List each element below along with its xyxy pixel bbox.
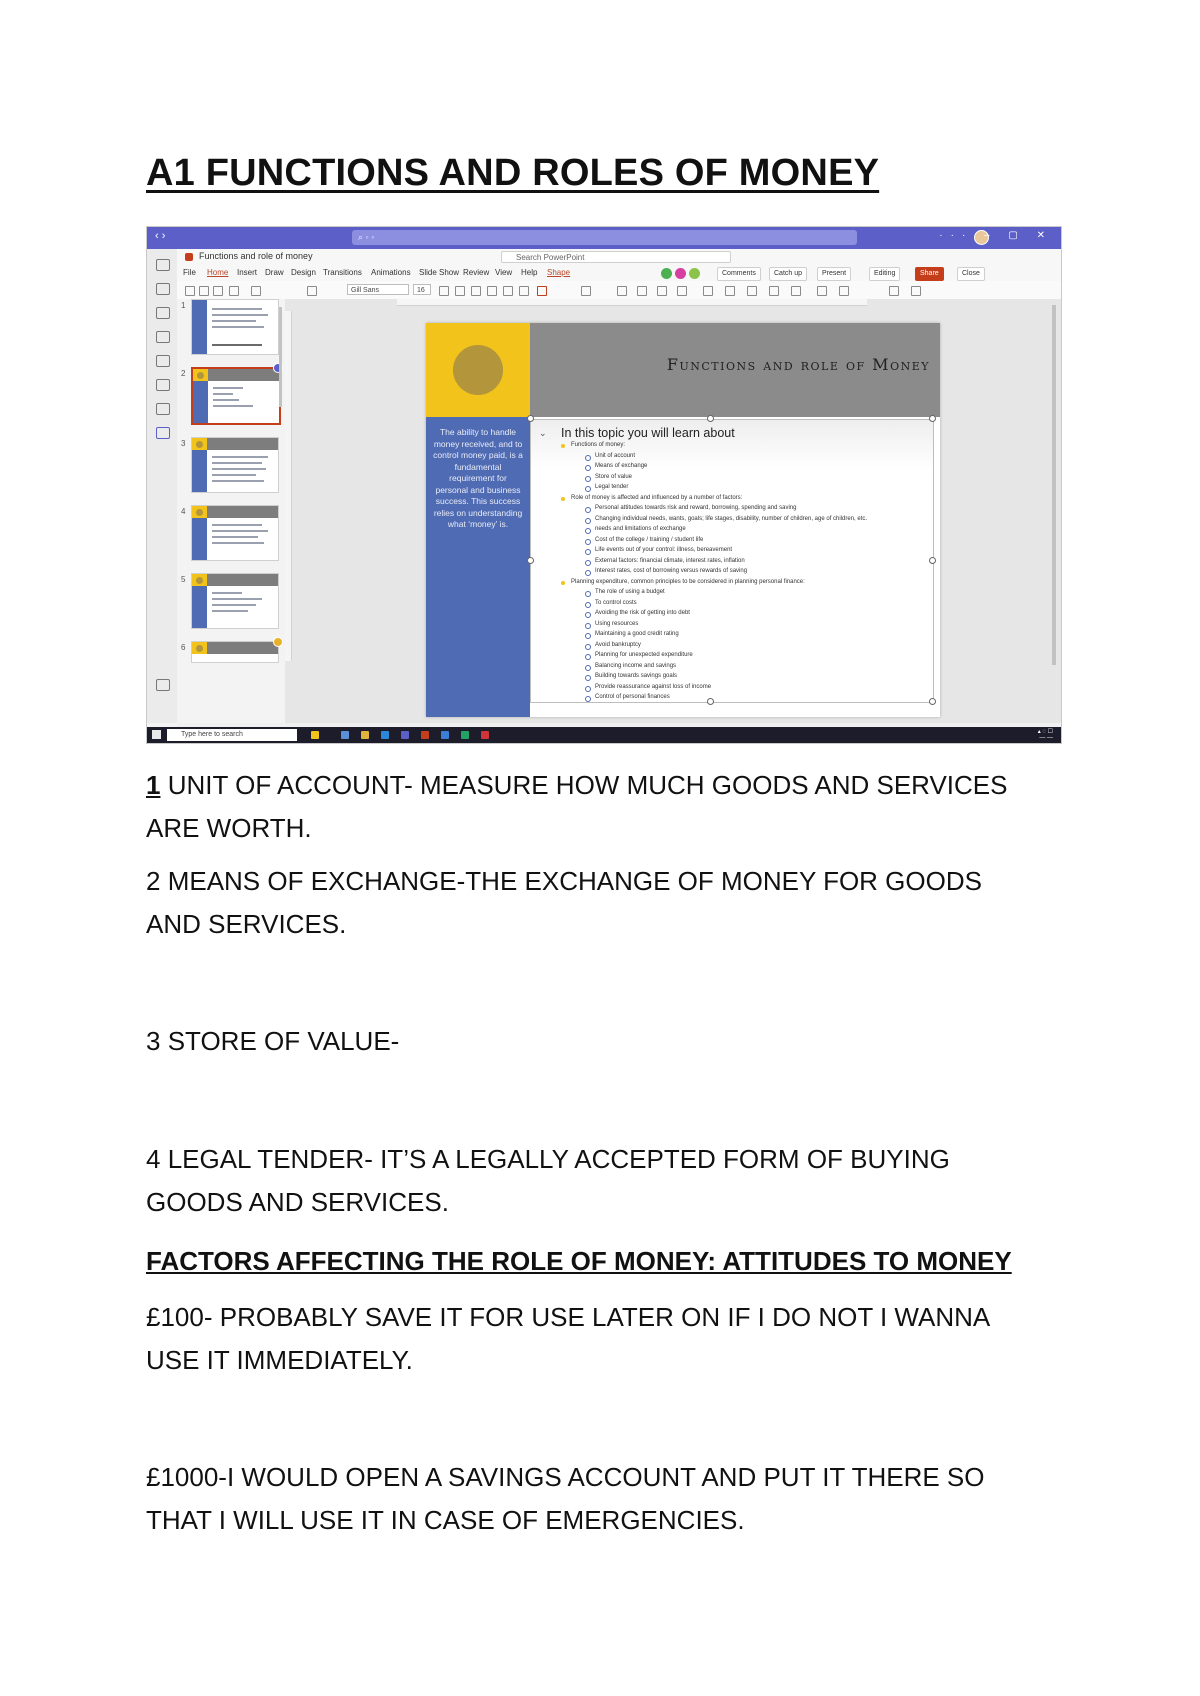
slide-thumbnail[interactable] — [191, 641, 279, 663]
bullet-level2-icon — [585, 675, 591, 681]
menu-design[interactable]: Design — [291, 268, 316, 277]
attitude-100 — [146, 1296, 990, 1382]
menu-insert[interactable]: Insert — [237, 268, 258, 277]
presence-avatar-icon[interactable] — [689, 268, 700, 279]
assignments-icon[interactable] — [156, 331, 170, 343]
resize-handle[interactable] — [527, 415, 534, 422]
slide-bullet-text[interactable]: Changing individual needs, wants, goals; life stages, disability, number of children, age of children, etc. — [595, 515, 868, 522]
resize-handle[interactable] — [929, 557, 936, 564]
resize-handle[interactable] — [929, 698, 936, 705]
thumb-text-line — [212, 344, 262, 346]
help-icon[interactable] — [156, 679, 170, 691]
fill-icon[interactable] — [725, 286, 735, 296]
thumb-decoration — [196, 577, 203, 584]
thumb-text-line — [212, 604, 256, 606]
grow-font-icon[interactable] — [439, 286, 449, 296]
bullet-level2-icon — [585, 602, 591, 608]
menu-animations[interactable]: Animations — [371, 268, 411, 277]
thumb-text-line — [213, 405, 253, 407]
files-icon[interactable] — [156, 403, 170, 415]
embedded-screenshot — [146, 226, 1062, 744]
thumb-text-line — [212, 524, 262, 526]
calls-icon[interactable] — [156, 379, 170, 391]
thumb-decoration — [208, 369, 279, 381]
strikethrough-icon[interactable] — [519, 286, 529, 296]
thumb-text-line — [212, 480, 264, 482]
thumb-text-line — [212, 536, 258, 538]
bullet-level1-icon — [561, 444, 565, 448]
thumb-text-line — [212, 320, 256, 322]
menu-view[interactable]: View — [495, 268, 513, 277]
thumb-text-line — [212, 314, 268, 316]
resize-handle[interactable] — [527, 557, 534, 564]
bullet-level2-icon — [585, 560, 591, 566]
bullet-level2-icon — [585, 654, 591, 660]
thumb-text-line — [212, 474, 256, 476]
app-rail — [147, 249, 178, 723]
slide-bullet-text[interactable]: Provide reassurance against loss of income — [595, 683, 712, 690]
document-tab-bar — [177, 249, 1061, 266]
present-button[interactable]: Present — [817, 267, 851, 281]
designer-icon[interactable] — [839, 286, 849, 296]
line-spacing-icon[interactable] — [657, 286, 667, 296]
thumb-text-line — [212, 610, 248, 612]
arrange-icon[interactable] — [769, 286, 779, 296]
shapes-icon[interactable] — [703, 286, 713, 296]
widget-icon[interactable] — [311, 731, 319, 739]
bullet-level2-icon — [585, 476, 591, 482]
thumb-text-line — [212, 468, 266, 470]
slide-thumbnail[interactable] — [191, 299, 279, 355]
slide-thumbnail-selected[interactable] — [191, 367, 281, 425]
function-item-3 — [146, 1020, 399, 1063]
bullet-level2-icon — [585, 591, 591, 597]
layout-icon[interactable] — [307, 286, 317, 296]
attitude-line-2: USE IT IMMEDIATELY. — [146, 1345, 413, 1375]
thumb-decoration — [192, 300, 207, 354]
bullet-level2-icon — [585, 633, 591, 639]
bullet-level2-icon — [585, 665, 591, 671]
powerpoint-icon — [185, 253, 193, 261]
slide-bullet-text[interactable]: Building towards savings goals — [595, 673, 678, 679]
factors-heading: FACTORS AFFECTING THE ROLE OF MONEY: ATTITUDES TO MONEY — [146, 1246, 1012, 1276]
slide-bullet-text[interactable]: Unit of account — [595, 452, 636, 459]
thumbnail-scrollbar[interactable] — [279, 307, 282, 407]
bold-icon[interactable] — [471, 286, 481, 296]
thumb-decoration — [207, 438, 278, 450]
slide-thumbnail[interactable] — [191, 437, 279, 493]
item-text-continued: ARE WORTH. — [146, 813, 312, 843]
windows-taskbar — [147, 727, 1061, 743]
thumb-number: 1 — [181, 301, 186, 310]
window-controls-icon[interactable]: ··· – ▢ ✕ — [939, 230, 1053, 241]
vertical-ruler — [285, 311, 292, 661]
undo-icon[interactable] — [185, 286, 195, 296]
item-text-continued: GOODS AND SERVICES. — [146, 1187, 449, 1217]
file-name[interactable]: Functions and role of money — [199, 251, 313, 261]
thumb-text-line — [213, 399, 239, 401]
powerpoint-app-icon[interactable] — [156, 427, 170, 439]
bullet-level2-icon — [585, 570, 591, 576]
format-painter-icon[interactable] — [213, 286, 223, 296]
attitude-1000 — [146, 1456, 985, 1542]
thumb-number: 2 — [181, 369, 186, 378]
resize-handle[interactable] — [929, 415, 936, 422]
bullet-level2-icon — [585, 486, 591, 492]
dictate-icon[interactable] — [889, 286, 899, 296]
horizontal-ruler — [397, 299, 867, 306]
slide-sidebar — [426, 417, 530, 717]
comments-button[interactable]: Comments — [717, 267, 761, 281]
slide-title[interactable]: Functions and role of Money — [666, 355, 930, 374]
function-item-4 — [146, 1138, 950, 1224]
slide-bullet-text[interactable]: Cost of the college / training / student life — [595, 536, 704, 543]
attitude-line-2: THAT I WILL USE IT IN CASE OF EMERGENCIES. — [146, 1505, 745, 1535]
item-text: STORE OF VALUE- — [160, 1026, 400, 1056]
slide-bullet-text[interactable]: Legal tender — [595, 484, 629, 490]
slide-header-band — [530, 323, 940, 417]
bullet-level2-icon — [585, 455, 591, 461]
item-text: LEGAL TENDER- IT’S A LEGALLY ACCEPTED FORM OF BUYING — [160, 1144, 950, 1174]
windows-start-icon[interactable] — [152, 730, 161, 739]
thumb-number: 3 — [181, 439, 186, 448]
menu-help[interactable]: Help — [521, 268, 538, 277]
slide-bullet-text[interactable]: Functions of money: — [571, 442, 626, 448]
thumb-text-line — [212, 542, 264, 544]
slide-heading[interactable]: In this topic you will learn about — [561, 426, 735, 440]
item-number: 2 — [146, 866, 161, 896]
collapse-chevron-icon[interactable]: ⌄ — [539, 428, 547, 438]
thumb-number: 6 — [181, 643, 186, 652]
slide-bullet-text[interactable]: Personal attitudes towards risk and reward, borrowing, spending and saving — [595, 505, 797, 511]
presence-avatar-icon[interactable] — [661, 268, 672, 279]
styles-icon[interactable] — [791, 286, 801, 296]
slide-bullet-text[interactable]: To control costs — [595, 599, 637, 606]
bullet-level2-icon — [585, 549, 591, 555]
bullet-level2-icon — [585, 518, 591, 524]
item-text: MEANS OF EXCHANGE-THE EXCHANGE OF MONEY FOR GOODS — [160, 866, 982, 896]
thumb-number: 5 — [181, 575, 186, 584]
slide-bullet-text[interactable]: Avoiding the risk of getting into debt — [595, 610, 690, 616]
item-text-continued: AND SERVICES. — [146, 909, 347, 939]
slide-bullet-text[interactable]: Avoid bankruptcy — [595, 641, 641, 648]
thumb-text-line — [213, 393, 233, 395]
shrink-font-icon[interactable] — [455, 286, 465, 296]
close-button[interactable]: Close — [957, 267, 985, 281]
thumb-text-line — [212, 592, 242, 594]
document-title: A1 FUNCTIONS AND ROLES OF MONEY — [146, 152, 880, 194]
thumb-text-line — [212, 456, 268, 458]
slide-thumbnail[interactable] — [191, 505, 279, 561]
thumb-decoration — [197, 372, 204, 379]
delete-icon[interactable] — [229, 286, 239, 296]
task-view-icon[interactable] — [341, 731, 349, 739]
thumb-decoration — [207, 574, 278, 586]
function-item-1 — [146, 764, 1008, 850]
numbering-icon[interactable] — [617, 286, 627, 296]
thumb-decoration — [196, 645, 203, 652]
find-icon[interactable] — [817, 286, 827, 296]
bullet-level2-icon — [585, 686, 591, 692]
ribbon-toolbar — [177, 281, 1061, 300]
resize-handle[interactable] — [707, 415, 714, 422]
slide-bullet-text[interactable]: Means of exchange — [595, 463, 648, 469]
bullets-icon[interactable] — [581, 286, 591, 296]
file-explorer-icon[interactable] — [361, 731, 369, 739]
thumb-text-line — [212, 326, 264, 328]
new-slide-icon[interactable] — [251, 286, 261, 296]
thumb-text-line — [212, 308, 262, 310]
menu-shape[interactable]: Shape — [547, 268, 571, 277]
comment-badge-icon — [273, 637, 283, 647]
ribbon-menu — [177, 265, 1061, 281]
bullet-level2-icon — [585, 539, 591, 545]
editing-button[interactable]: Editing — [869, 267, 900, 281]
calendar-icon[interactable] — [156, 355, 170, 367]
slide-thumbnail[interactable] — [191, 573, 279, 629]
slide-bullet-text[interactable]: Maintaining a good credit rating — [595, 631, 679, 637]
attitude-line-1: £1000-I WOULD OPEN A SAVINGS ACCOUNT AND PUT IT THERE SO — [146, 1462, 985, 1492]
bullet-level2-icon — [585, 465, 591, 471]
taskbar-search-input[interactable]: Type here to search — [167, 729, 297, 741]
item-number: 1 — [146, 770, 161, 800]
font-size-select[interactable]: 16 — [413, 284, 431, 295]
slide-bullet-text[interactable]: Role of money is affected and influenced by a number of factors: — [571, 494, 743, 501]
attitude-line-1: £100- PROBABLY SAVE IT FOR USE LATER ON IF I DO NOT I WANNA — [146, 1302, 991, 1332]
item-number: 3 — [146, 1026, 161, 1056]
teams-icon[interactable] — [156, 307, 170, 319]
thumb-text-line — [212, 462, 262, 464]
presence-avatar-icon[interactable] — [675, 268, 686, 279]
thumb-decoration — [196, 441, 203, 448]
thumb-text-line — [213, 387, 243, 389]
edge-icon[interactable] — [381, 731, 389, 739]
current-slide[interactable] — [426, 323, 940, 717]
app-titlebar — [147, 227, 1061, 249]
bullet-level1-icon — [561, 497, 565, 501]
slide-bullet-text[interactable]: Balancing income and savings — [595, 662, 677, 669]
bullet-level2-icon — [585, 507, 591, 513]
function-item-2 — [146, 860, 982, 946]
bullet-level1-icon — [561, 581, 565, 585]
catch-up-button[interactable]: Catch up — [769, 267, 807, 281]
app-taskbar-icon[interactable] — [481, 731, 489, 739]
item-text: UNIT OF ACCOUNT- MEASURE HOW MUCH GOODS AND SERVICES — [160, 770, 1008, 800]
slide-bullet-text[interactable]: Interest rates, cost of borrowing versus rewards of saving — [595, 568, 748, 574]
canvas-scrollbar[interactable] — [1052, 305, 1056, 665]
ppt-search-input[interactable]: Search PowerPoint — [501, 251, 731, 263]
thumb-decoration — [196, 509, 203, 516]
more-options-icon[interactable] — [911, 286, 921, 296]
system-tray[interactable]: ▴ ◌ ☐ — — — [1037, 729, 1053, 741]
back-forward-icons[interactable]: ‹ › — [155, 230, 166, 242]
slide-circle-decoration — [453, 345, 503, 395]
resize-handle[interactable] — [707, 698, 714, 705]
thumb-number: 4 — [181, 507, 186, 516]
slide-bullet-text[interactable]: Life events out of your control: illness, bereavement — [595, 547, 733, 553]
teams-taskbar-icon[interactable] — [401, 731, 409, 739]
share-button[interactable]: Share — [915, 267, 944, 281]
paste-icon[interactable] — [199, 286, 209, 296]
menu-draw[interactable]: Draw — [265, 268, 284, 277]
slide-bullet-text[interactable]: External factors: financial climate, interest rates, inflation — [595, 557, 745, 564]
chat-icon[interactable] — [156, 283, 170, 295]
italic-icon[interactable] — [487, 286, 497, 296]
slide-content-placeholder[interactable] — [530, 419, 934, 703]
bullet-level2-icon — [585, 612, 591, 618]
slide-bullet-text[interactable]: needs and limitations of exchange — [595, 526, 686, 532]
bullet-level2-icon — [585, 696, 591, 702]
menu-home[interactable]: Home — [207, 268, 229, 277]
bullet-level2-icon — [585, 528, 591, 534]
menu-file[interactable]: File — [183, 268, 196, 277]
underline-icon[interactable] — [503, 286, 513, 296]
word-taskbar-icon[interactable] — [441, 731, 449, 739]
slide-bullet-text[interactable]: The role of using a budget — [595, 589, 665, 595]
slide-bullet-text[interactable]: Using resources — [595, 620, 639, 627]
slide-bullet-text[interactable]: Control of personal finances — [595, 694, 670, 700]
slide-body — [530, 417, 940, 717]
menu-transitions[interactable]: Transitions — [323, 268, 362, 277]
powerpoint-taskbar-icon[interactable] — [421, 731, 429, 739]
bullet-level2-icon — [585, 644, 591, 650]
thumb-text-line — [212, 598, 262, 600]
font-name-select[interactable]: Gill Sans — [347, 284, 409, 295]
outline-icon[interactable] — [747, 286, 757, 296]
slide-bullet-text[interactable]: Planning expenditure, common principles to be considered in planning personal finance: — [571, 578, 805, 585]
align-icon[interactable] — [637, 286, 647, 296]
menu-review[interactable]: Review — [463, 268, 490, 277]
menu-slideshow[interactable]: Slide Show — [419, 268, 460, 277]
text-direction-icon[interactable] — [677, 286, 687, 296]
thumb-decoration — [207, 506, 278, 518]
app-search-bar[interactable]: ⌕ ◦ ◦ — [352, 230, 857, 245]
slide-thumbnail-panel — [177, 299, 285, 723]
slide-bullet-text[interactable]: Store of value — [595, 473, 633, 480]
thumb-text-line — [212, 530, 268, 532]
item-number: 4 — [146, 1144, 161, 1174]
thumb-decoration — [207, 642, 278, 654]
activity-icon[interactable] — [156, 259, 170, 271]
bullet-level2-icon — [585, 623, 591, 629]
font-color-icon[interactable] — [537, 286, 547, 296]
slide-sidebar-text[interactable]: The ability to handle money received, and to control money paid, is a fundamental requirement for personal and business success. This success relies on understanding what ‘money’ is. — [433, 427, 523, 529]
slide-bullet-text[interactable]: Planning for unexpected expenditure — [595, 652, 693, 658]
app-taskbar-icon[interactable] — [461, 731, 469, 739]
